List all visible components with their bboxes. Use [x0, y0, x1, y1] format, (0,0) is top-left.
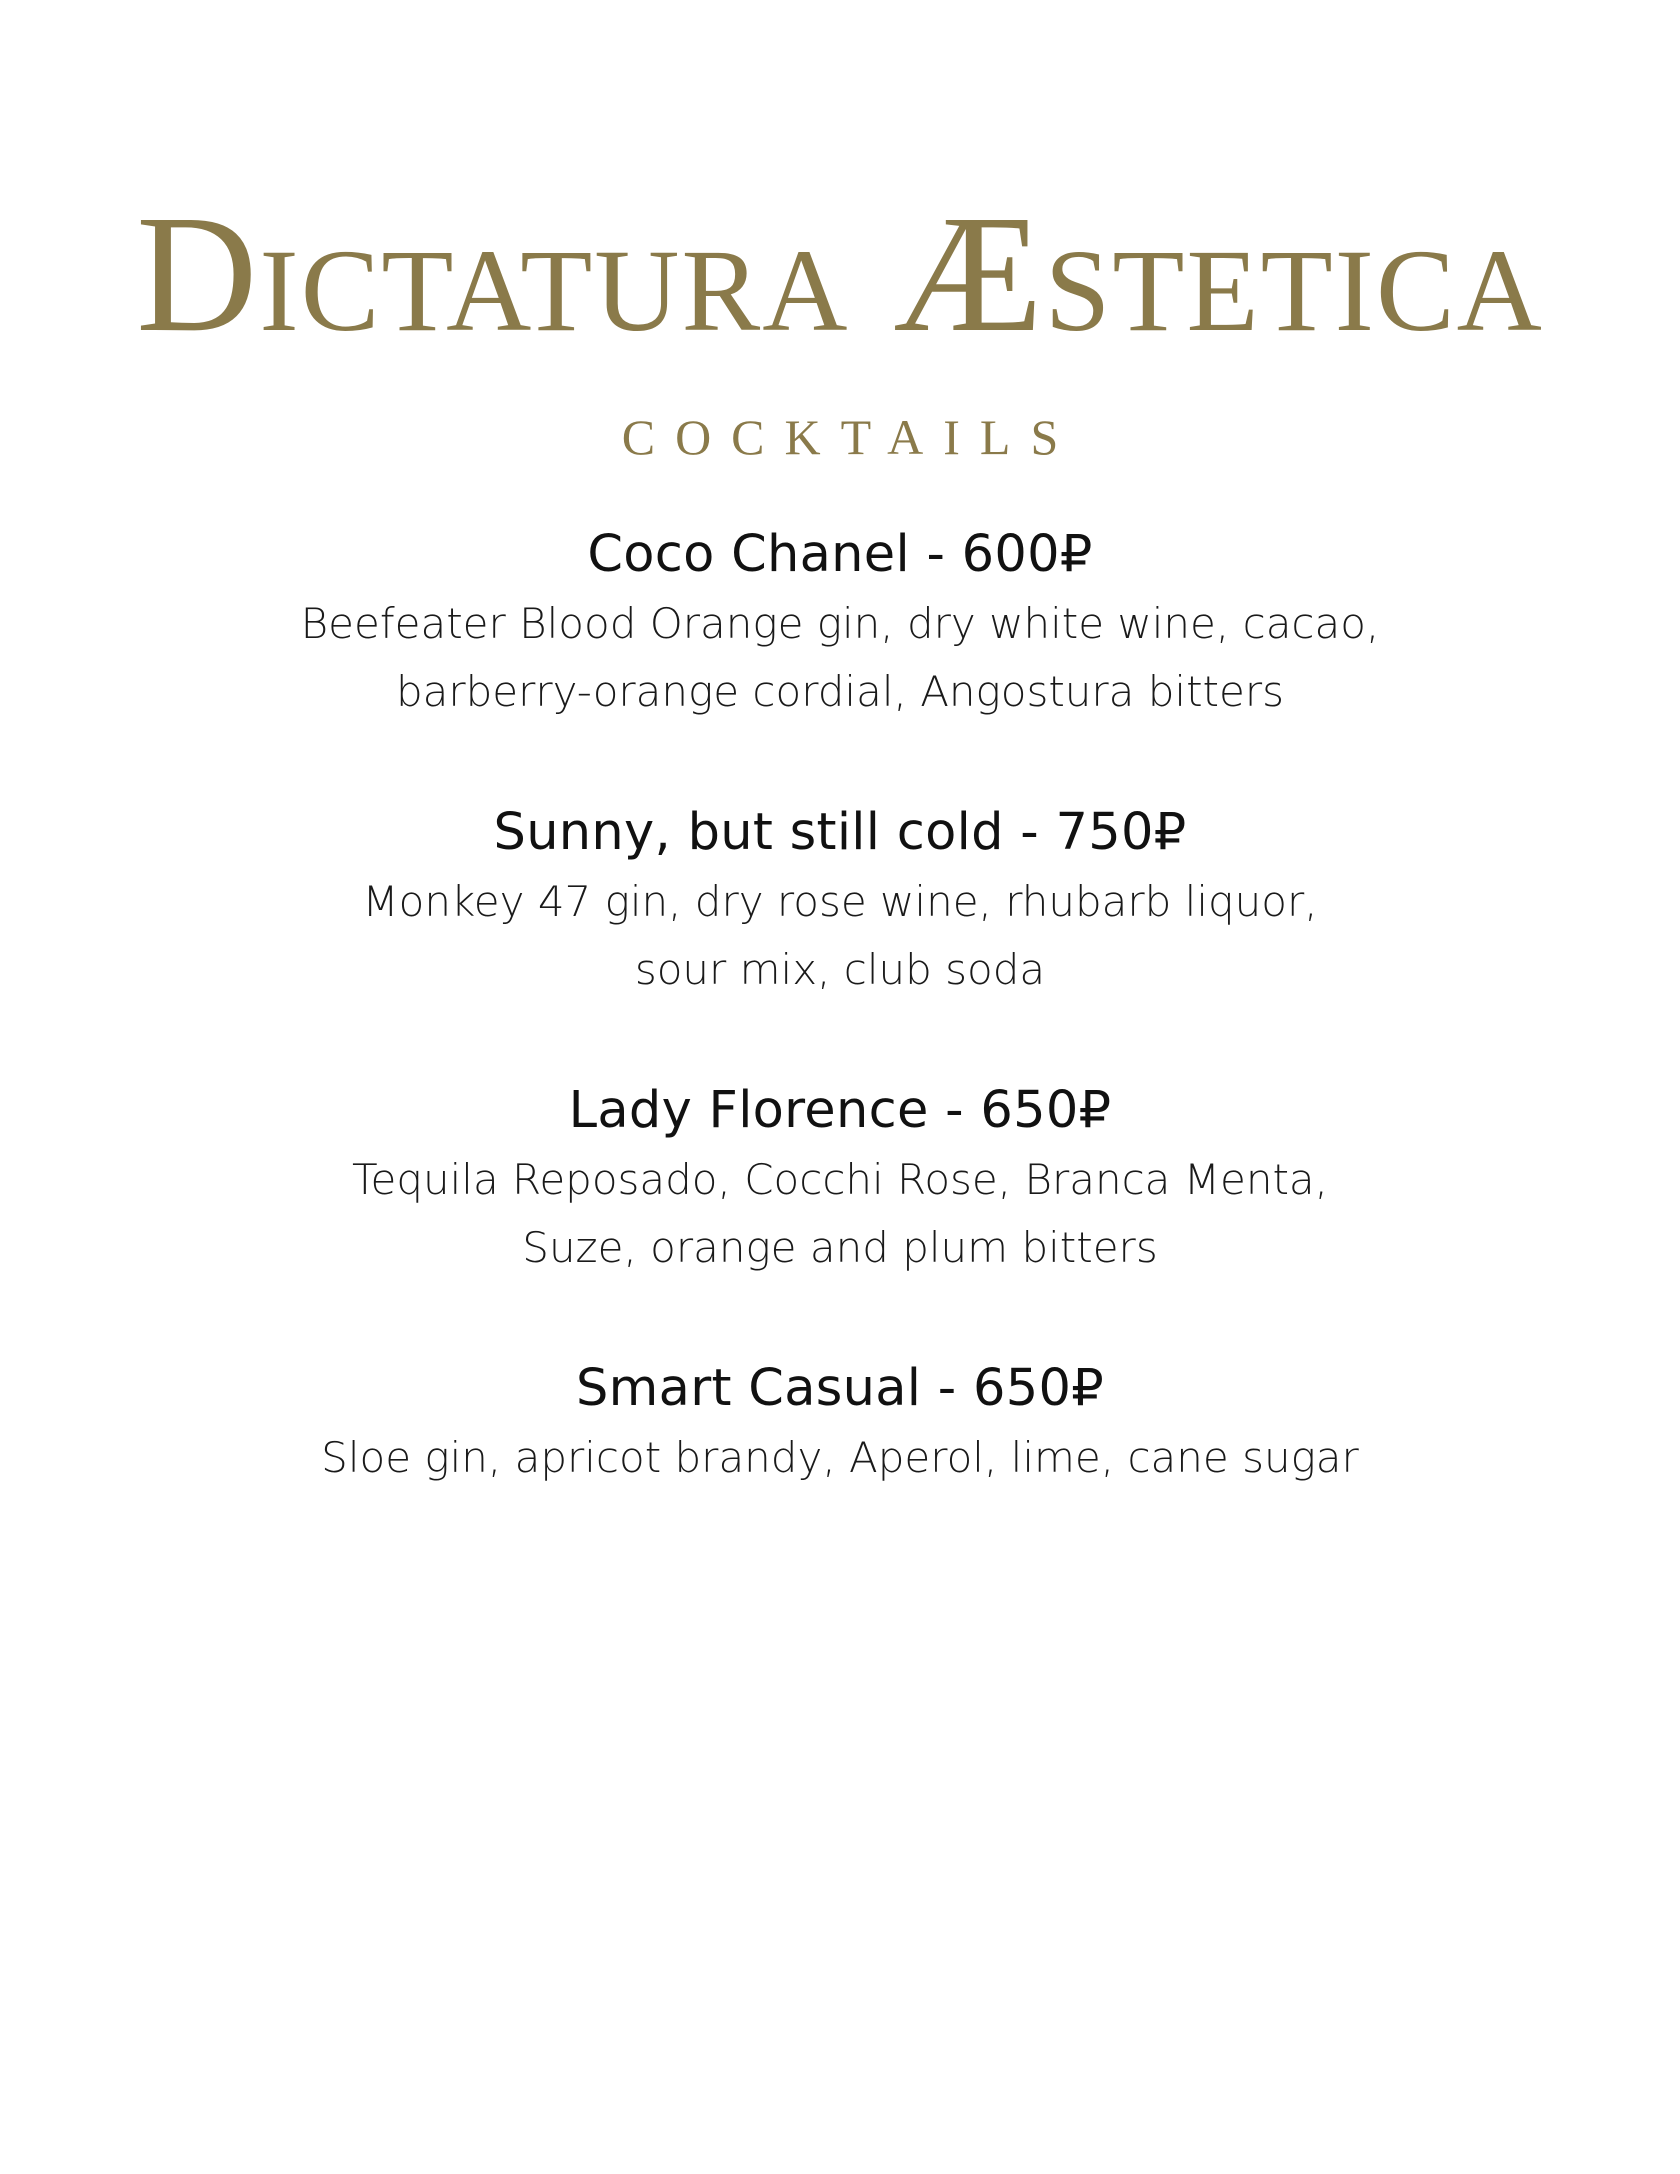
item-description — [0, 1424, 1680, 1492]
item-description — [0, 868, 1680, 1004]
description-line: Monkey 47 gin, dry rose wine, rhubarb liquor, — [362, 877, 1318, 926]
menu-item — [0, 1354, 1680, 1492]
item-description — [0, 1146, 1680, 1282]
item-name: Smart Casual - 650₽ — [576, 1359, 1104, 1418]
section-title: COCKTAILS — [621, 409, 1079, 465]
menu-item — [0, 520, 1680, 726]
description-line: sour mix, club soda — [634, 945, 1046, 994]
description-line: Tequila Reposado, Cocchi Rose, Branca Menta, — [351, 1155, 1329, 1204]
description-line: Sloe gin, apricot brandy, Aperol, lime, cane sugar — [321, 1433, 1359, 1482]
menu-item — [0, 1076, 1680, 1282]
item-name: Coco Chanel - 600₽ — [587, 525, 1093, 584]
description-line: Beefeater Blood Orange gin, dry white wine, cacao, — [300, 599, 1380, 648]
menu-item — [0, 798, 1680, 1004]
item-name: Sunny, but still cold - 750₽ — [493, 803, 1187, 862]
description-line: Suze, orange and plum bitters — [522, 1223, 1158, 1272]
brand-title: Dictatura Æstetica — [136, 181, 1544, 367]
description-line: barberry-orange cordial, Angostura bitters — [395, 667, 1285, 716]
item-name: Lady Florence - 650₽ — [568, 1081, 1112, 1140]
cocktail-list — [0, 520, 1680, 1564]
item-description — [0, 590, 1680, 726]
